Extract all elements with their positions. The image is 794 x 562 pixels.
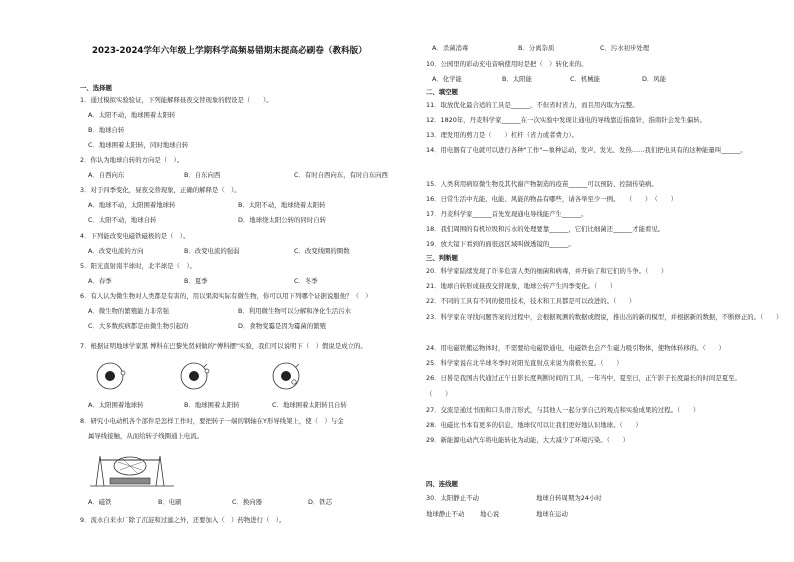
q11: 11．取放优化最合适的工具是______，不但省时省力，而且用内取为完整。	[426, 101, 639, 109]
q4-option-c: C．改变线圈的圈数	[294, 247, 350, 255]
q16: 16．日常生活中光能、电能、风能的物品有哪些，请各举至少一例。 （ ） （ ）	[426, 195, 677, 203]
q1-option-b: B．地球自转	[88, 126, 125, 134]
q8-option-c: C．换向器	[232, 498, 263, 506]
q14: 14．用电器有了电就可以进行各种"工作"—象种运动、发声、发光、发热……我们把电具有的这种能量叫______。	[426, 146, 747, 154]
q10-option-c: C．机械能	[570, 75, 601, 83]
q2-option-b: B．自东向西	[184, 171, 221, 179]
q10-option-b: B．太阳能	[502, 75, 532, 83]
q30-mid-2: 地心说	[480, 510, 500, 518]
q30-right-2: 地球在运动	[536, 510, 568, 518]
q8-line1: 8．研究小电动机各个部件是怎样工作时，要把转子一端的钢轴在Y形导线架上，使（ ）与金	[80, 417, 344, 425]
q12: 12．1820年，丹麦科学家______在一次实验中发现让通电的导线靠近指南针，指南针会发生偏转。	[426, 116, 707, 124]
q15: 15．人类利用病原微生物及其代谢产物制造的疫苗______可以预防、控制传染病。	[426, 180, 658, 188]
q17: 17．丹麦科学家______首先发现通电导线能产生______。	[426, 210, 588, 218]
q7-option-a: A．太阳围着地球转	[88, 401, 144, 409]
q26-blank: （ ）	[426, 390, 452, 398]
q8-option-b: B．电刷	[158, 498, 182, 506]
q29: 29．新能源电动汽车将电能转化为动能，大大减少了环境污染。（ ）	[426, 436, 630, 444]
q9-option-a: A．杀菌消毒	[432, 44, 469, 52]
q3-option-c: C．太阳不动，地球自转	[88, 216, 157, 224]
q7: 7．根据证明地球学家黑 博科在巴黎先贤祠做的"傅科摆"实验，我们可以说明下（ ）假说是成立的。	[80, 342, 367, 350]
q3-option-a: A．地球不动，太阳围着地球转	[88, 201, 176, 209]
section-fill: 二、填空题	[426, 88, 458, 96]
q7-option-b: B．地球围着太阳转	[184, 401, 240, 409]
q1-option-a: A．太阳不动，地球围着太阳转	[88, 111, 176, 119]
q27: 27．交流是通过书面和口头语言形式，与其他人一起分享自己的观点和实验成果的过程。（ ）	[426, 406, 700, 414]
q3-option-d: D．地球绕太阳公转的同时自转	[238, 216, 326, 224]
q4-option-a: A．改变电流的方向	[88, 247, 144, 255]
q30-left-1: 30．太阳静止不动	[426, 494, 479, 502]
q23: 23．科学家在寻找问题答案的过程中，会根据观测的数据或假说，推出出的新的模型，并根据新的数据，不断修正的。（ ）	[426, 313, 783, 321]
q9-option-b: B．分离杂质	[518, 44, 555, 52]
q6-option-d: D．食物变霉是因为霉菌的繁殖	[238, 322, 326, 330]
q9-option-c: C．污水初步处理	[600, 44, 650, 52]
q18: 18．我们周围的有机垃圾和污水的处理要靠______，它们比细菌还______才能看见。	[426, 225, 665, 233]
q6-option-b: B．利用微生物可以分解和净化生活污水	[238, 307, 352, 315]
q1: 1．通过模拟实验验证，下列能解释昼夜交替现象的假设是（ ）。	[80, 96, 273, 104]
q7-figure-c	[268, 358, 312, 394]
q8-option-d: D．铁芯	[308, 498, 333, 506]
q13: 13．理发用的剪刀是（ ）杠杆（省力或者费力）。	[426, 131, 578, 139]
q2-option-a: A．自西向东	[88, 171, 125, 179]
q19: 19．放大镜下看到的面很远区域叫做透镜的______。	[426, 240, 575, 248]
q24: 24．用电磁铁搬运物体时，不需要给电磁铁通电，电磁铁也会产生磁力吸引物体，使物体转移的。（ ）	[426, 344, 725, 352]
q10: 10．公园里的彩动充电音响使用时是把（ ）转化来的。	[426, 60, 588, 68]
section-match: 四、连线题	[426, 480, 458, 488]
page-title: 2023-2024学年六年级上学期科学高频易错期末提高必刷卷（教科版）	[92, 46, 367, 56]
q10-option-a: A．化学能	[432, 75, 462, 83]
q6-option-c: C．大多数疾病都是由微生物引起的	[88, 322, 189, 330]
q4: 4．下列能改变电磁铁磁极的是（ ）。	[80, 232, 190, 240]
q28: 28．电磁比书本有更多的信息，地球仪可以让我们更好地认识地球。（ ）	[426, 421, 642, 429]
q8-line2: 属导线接触，从而给转子线圈通上电流。	[88, 432, 204, 440]
q4-option-b: B．改变电流的强弱	[184, 247, 240, 255]
q3: 3．对于四季变化，昼夜交替现象，正确的解释是（ ）。	[80, 186, 241, 194]
q1-option-c: C．地球围着太阳转，同时地球自转	[88, 141, 189, 149]
q7-figure-a	[92, 358, 136, 394]
q30-left-2: 地球静止不动	[426, 510, 465, 518]
q9: 9．流水自来水厂除了沉淀和过滤之外，还要加入（ ）药物进行（ ）。	[80, 516, 286, 524]
q5: 5．阳光直射南半球时，北半球是（ ）。	[80, 262, 196, 270]
q20: 20．科学家陆续发现了许多危害人类的细菌和病毒，并开始了和它们的斗争。（ ）	[426, 267, 668, 275]
q21: 21．地球自转形成昼夜交替现象，地球公转产生四季变化。（ ）	[426, 282, 617, 290]
q5-option-a: A．春季	[88, 277, 112, 285]
q10-option-d: D．风能	[642, 75, 667, 83]
q7-figure-b	[176, 358, 220, 394]
q2-option-c: C．有时自西向东，有时自东向西	[294, 171, 388, 179]
q30-right-1: 地球自转周期为24小时	[536, 494, 602, 502]
q7-option-c: C．地球围着太阳转且自转	[272, 401, 347, 409]
q26: 26．日晷是我国古代通过正午日影长度判断时间的工具，一年当中，夏至日，正午影子长度最长的时间是夏至。	[426, 374, 741, 382]
q5-option-c: C．冬季	[294, 277, 318, 285]
q8-option-a: A．磁铁	[88, 498, 112, 506]
q8-motor-figure	[86, 446, 178, 490]
q2: 2．你认为地球自转的方向是（ ）。	[80, 156, 184, 164]
q6: 6．有人认为微生物对人类都是有害的，用以果渴实际有微生物，你可以用下列哪个证据说服他？（ ）	[80, 292, 372, 300]
q22: 22．不同的工具有不同的使用技术，技术和工具都是可以改进的。（ ）	[426, 297, 636, 305]
q25: 25．科学家说在北半球冬季时对阳光直射点来说为南极长夏。（ ）	[426, 359, 623, 367]
q5-option-b: B．夏季	[184, 277, 208, 285]
section-choice: 一、选择题	[80, 84, 112, 92]
section-judge: 三、判断题	[426, 254, 458, 262]
q6-option-a: A．微生物的繁殖能力非常强	[88, 307, 170, 315]
q3-option-b: B．太阳不动，地球绕着太阳转	[238, 201, 326, 209]
